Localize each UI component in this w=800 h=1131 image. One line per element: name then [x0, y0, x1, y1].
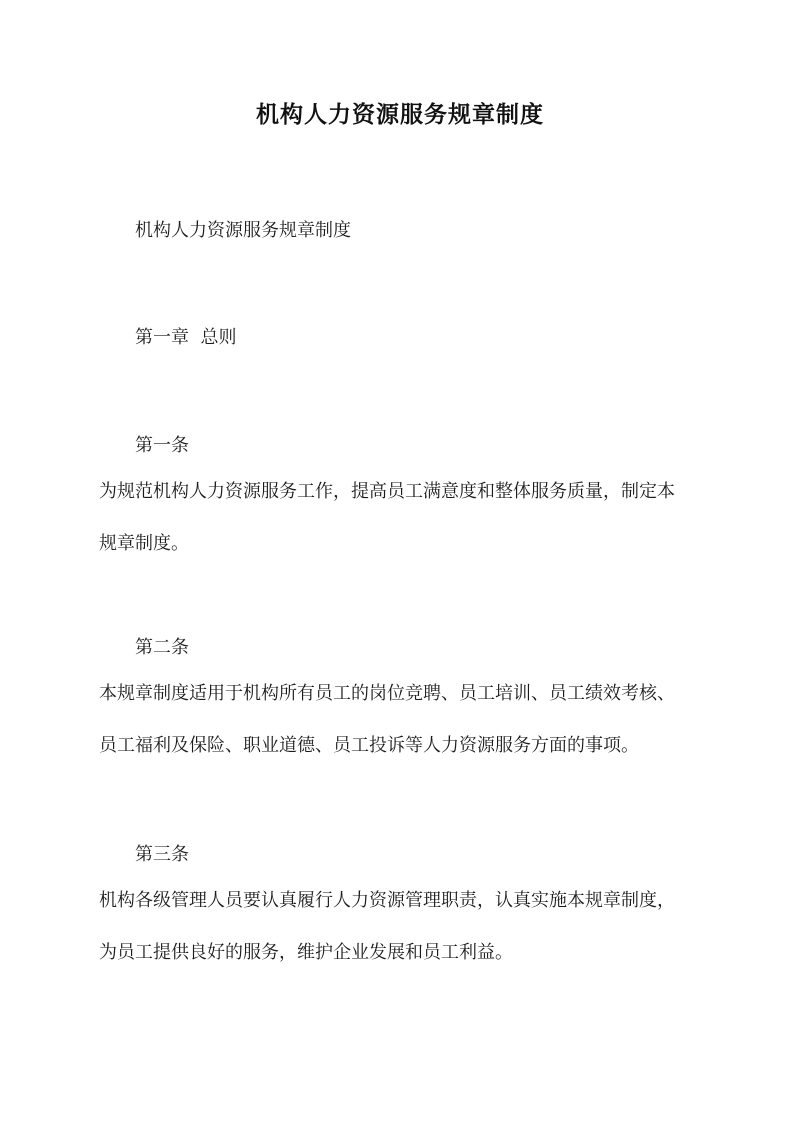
- article-2-heading: 第二条: [135, 637, 189, 658]
- article-1-line-2: 规章制度。: [99, 533, 189, 554]
- article-1-body: [99, 466, 709, 570]
- article-3-heading: 第三条: [135, 844, 189, 865]
- article-2-line-2: 员工福利及保险、职业道德、员工投诉等人力资源服务方面的事项。: [99, 735, 639, 756]
- document-title: 机构人力资源服务规章制度: [256, 101, 544, 128]
- document-subtitle: 机构人力资源服务规章制度: [135, 220, 351, 241]
- article-2-line-1: 本规章制度适用于机构所有员工的岗位竞聘、员工培训、员工绩效考核、: [99, 683, 675, 704]
- article-3-line-2: 为员工提供良好的服务，维护企业发展和员工利益。: [99, 942, 513, 963]
- article-3-body: [99, 875, 709, 979]
- article-3-line-1: 机构各级管理人员要认真履行人力资源管理职责，认真实施本规章制度，: [99, 890, 675, 911]
- article-2-body: [99, 668, 709, 772]
- article-1-heading: 第一条: [135, 435, 189, 456]
- chapter-heading: 第一章 总则: [135, 327, 237, 348]
- article-1-line-1: 为规范机构人力资源服务工作，提高员工满意度和整体服务质量，制定本: [99, 481, 675, 502]
